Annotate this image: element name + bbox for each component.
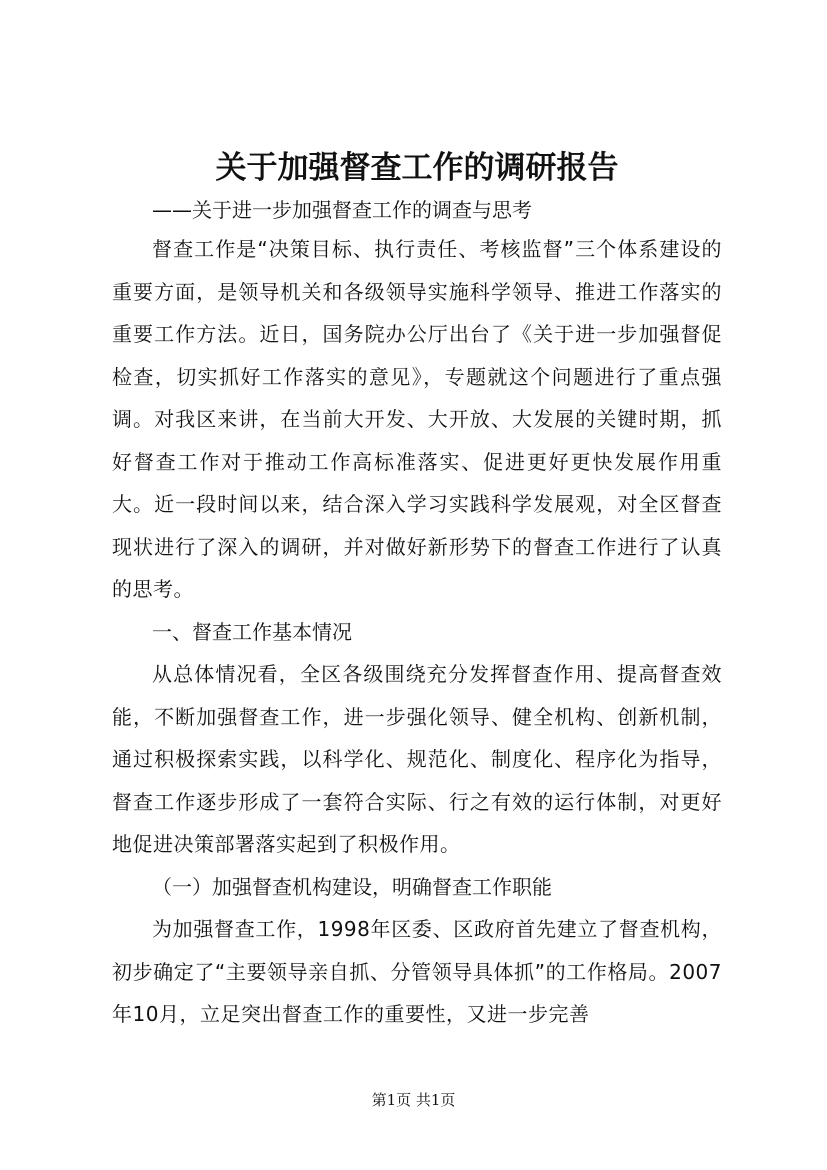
section-heading-1: 一、督查工作基本情况	[152, 619, 352, 644]
page-footer: 第1页 共1页	[371, 1091, 456, 1109]
intro-paragraph: 督查工作是“决策目标、执行责任、考核监督”三个体系建设的重要方面，是领导机关和各级领导实施科学领导、推进工作落实的重要工作方法。近日，国务院办公厅出台了《关于进一步加强督促检查，切实抓好工作落实的意见》，专题就这个问题进行了重点强调。对我区来讲，在当前大开发、大开放、大发展的关键时期，抓好督查工作对于推动工作高标准落实、促进更好更快发展作用重大。近一段时间以来，结合深入学习实践科学发展观，对全区督查现状进行了深入的调研，并对做好新形势下的督查工作进行了认真的思考。	[112, 237, 722, 601]
document-body	[112, 144, 722, 1036]
subsection-1-paragraph: 为加强督查工作，1998年区委、区政府首先建立了督查机构，初步确定了“主要领导亲自抓、分管领导具体抓”的工作格局。2007年10月，立足突出督查工作的重要性，又进一步完善	[112, 917, 722, 1026]
document-title: 关于加强督查工作的调研报告	[215, 150, 619, 186]
section-1-paragraph: 从总体情况看，全区各级围绕充分发挥督查作用、提高督查效能，不断加强督查工作，进一步强化领导、健全机构、创新机制，通过积极探索实践，以科学化、规范化、制度化、程序化为指导，督查工作逐步形成了一套符合实际、行之有效的运行体制，对更好地促进决策部署落实起到了积极作用。	[112, 662, 722, 856]
document-subtitle: ——关于进一步加强督查工作的调查与思考	[152, 198, 532, 222]
subsection-heading-1: （一）加强督查机构建设，明确督查工作职能	[152, 874, 552, 899]
